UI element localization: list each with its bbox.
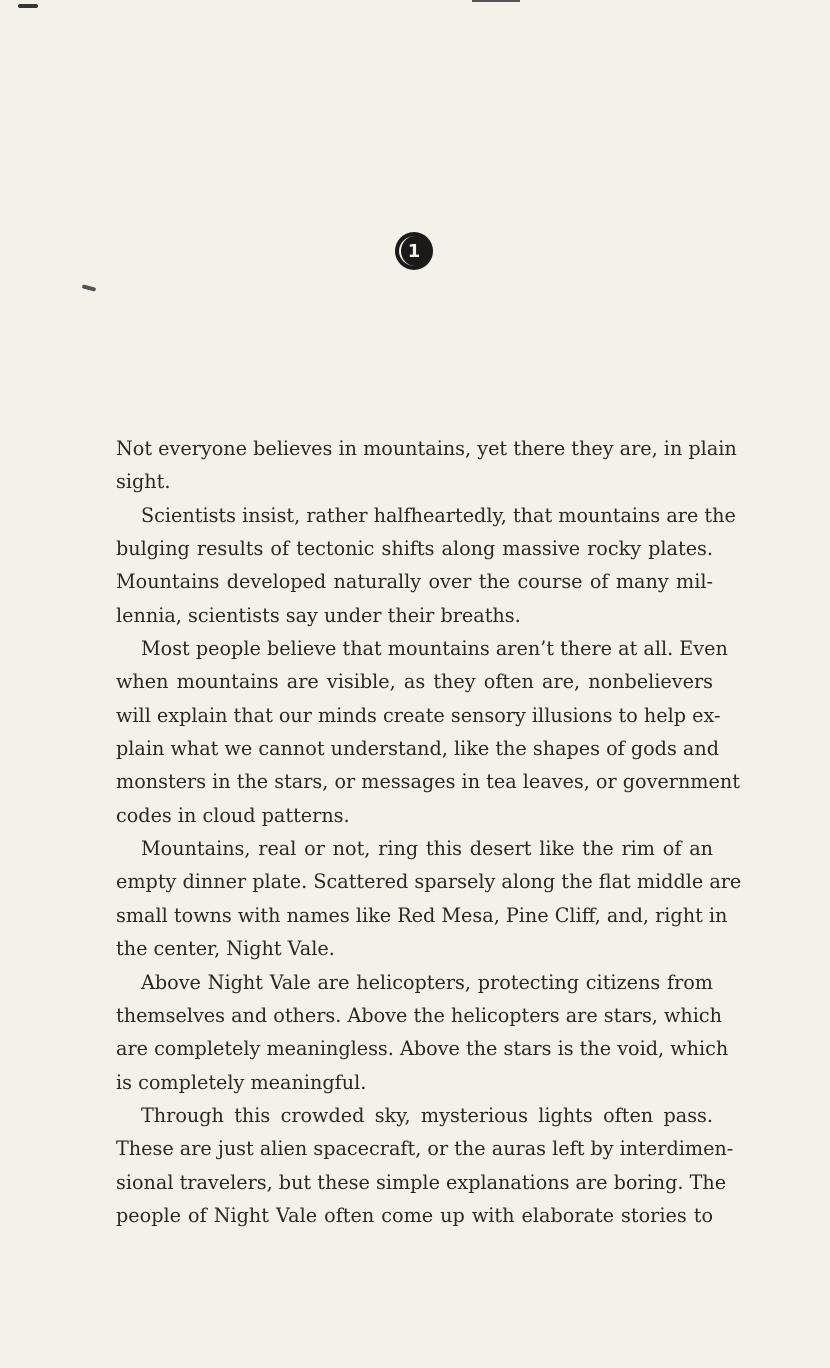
text-line: when mountains are visible, as they often are, nonbelievers [116, 670, 713, 694]
text-line: lennia, scientists say under their breaths. [116, 603, 521, 627]
text-line: Above Night Vale are helicopters, protecting citizens from [141, 970, 713, 994]
paragraph [116, 632, 740, 832]
text-line: will explain that our minds create sensory illusions to help ex- [116, 703, 721, 727]
text-line: bulging results of tectonic shifts along massive rocky plates. [116, 537, 713, 561]
chapter-number: 1 [407, 240, 421, 262]
text-line: Scientists insist, rather halfheartedly, that mountains are the [141, 503, 736, 527]
text-line: monsters in the stars, or messages in tea leaves, or government [116, 770, 740, 794]
text-line: are completely meaningless. Above the stars is the void, which [116, 1037, 729, 1061]
paragraph [116, 499, 736, 632]
paragraph [116, 432, 737, 499]
text-line: the center, Night Vale. [116, 937, 335, 961]
text-line: Most people believe that mountains aren’t there at all. Even [141, 637, 728, 661]
text-line: These are just alien spacecraft, or the auras left by interdimen- [116, 1137, 734, 1161]
text-line: sional travelers, but these simple explanations are boring. The [116, 1170, 727, 1194]
chapter-number-badge [395, 232, 433, 270]
paragraph [116, 966, 729, 1099]
text-line: plain what we cannot understand, like the shapes of gods and [116, 737, 719, 761]
paragraph [116, 1099, 734, 1232]
text-line: small towns with names like Red Mesa, Pine Cliff, and, right in [116, 903, 728, 927]
page-smudge [18, 4, 38, 8]
text-line: is completely meaningful. [116, 1070, 367, 1094]
text-line: Mountains developed naturally over the course of many mil- [116, 570, 713, 594]
page-speck [82, 284, 97, 291]
text-line: codes in cloud patterns. [116, 803, 350, 827]
text-line: Through this crowded sky, mysterious lights often pass. [141, 1103, 713, 1127]
text-line: themselves and others. Above the helicopters are stars, which [116, 1003, 723, 1027]
text-line: people of Night Vale often come up with elaborate stories to [116, 1203, 713, 1227]
text-line: empty dinner plate. Scattered sparsely along the flat middle are [116, 870, 742, 894]
text-line: Mountains, real or not, ring this desert like the rim of an [141, 837, 713, 861]
text-line: sight. [116, 470, 171, 494]
body-text [116, 432, 742, 1232]
page-smudge [472, 0, 520, 2]
paragraph [116, 832, 742, 965]
text-line: Not everyone believes in mountains, yet there they are, in plain [116, 437, 737, 460]
